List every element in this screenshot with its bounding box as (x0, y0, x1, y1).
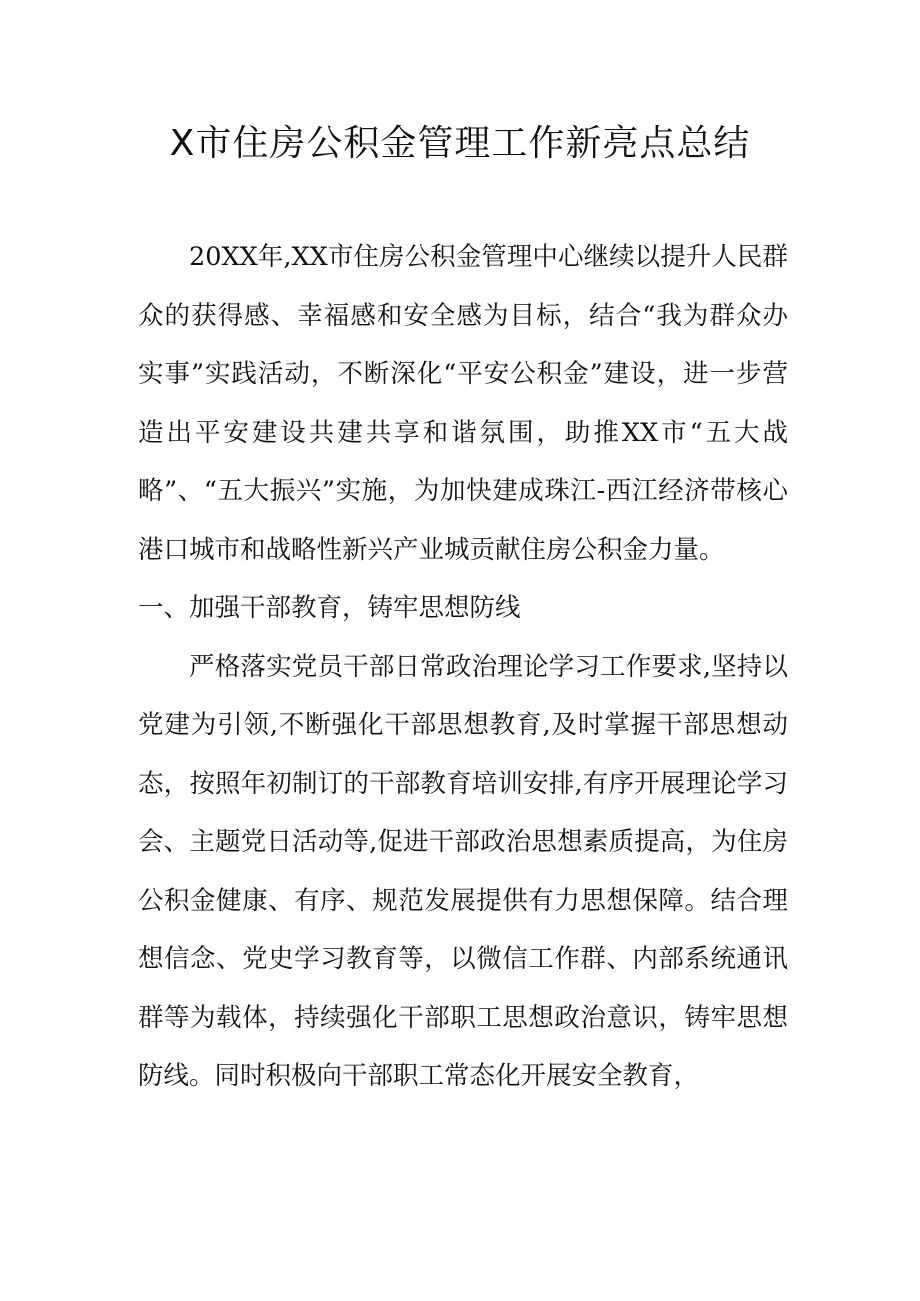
document-body (138, 228, 788, 1106)
intro-paragraph: 20XX年,XX市住房公积金管理中心继续以提升人民群众的获得感、幸福感和安全感为目标，结合“我为群众办实事”实践活动，不断深化“平安公积金”建设，进一步营造出平安建设共建共享和谐氛围，助推XX市“五大战略”、“五大振兴”实施，为加快建成珠江-西江经济带核心港口城市和战略性新兴产业城贡献住房公积金力量。 (138, 242, 788, 565)
section-heading-1: 一、加强干部教育，铸牢思想防线 (138, 593, 521, 623)
document-title: X市住房公积金管理工作新亮点总结 (169, 123, 751, 164)
section-paragraph-1: 严格落实党员干部日常政治理论学习工作要求,坚持以党建为引领,不断强化干部思想教育,及时掌握干部思想动态，按照年初制订的干部教育培训安排,有序开展理论学习会、主题党日活动等,促进干部政治思想素质提高，为住房公积金健康、有序、规范发展提供有力思想保障。结合理想信念、党史学习教育等，以微信工作群、内部系统通讯群等为载体，持续强化干部职工思想政治意识，铸牢思想防线。同时积极向干部职工常态化开展安全教育， (138, 651, 788, 1091)
